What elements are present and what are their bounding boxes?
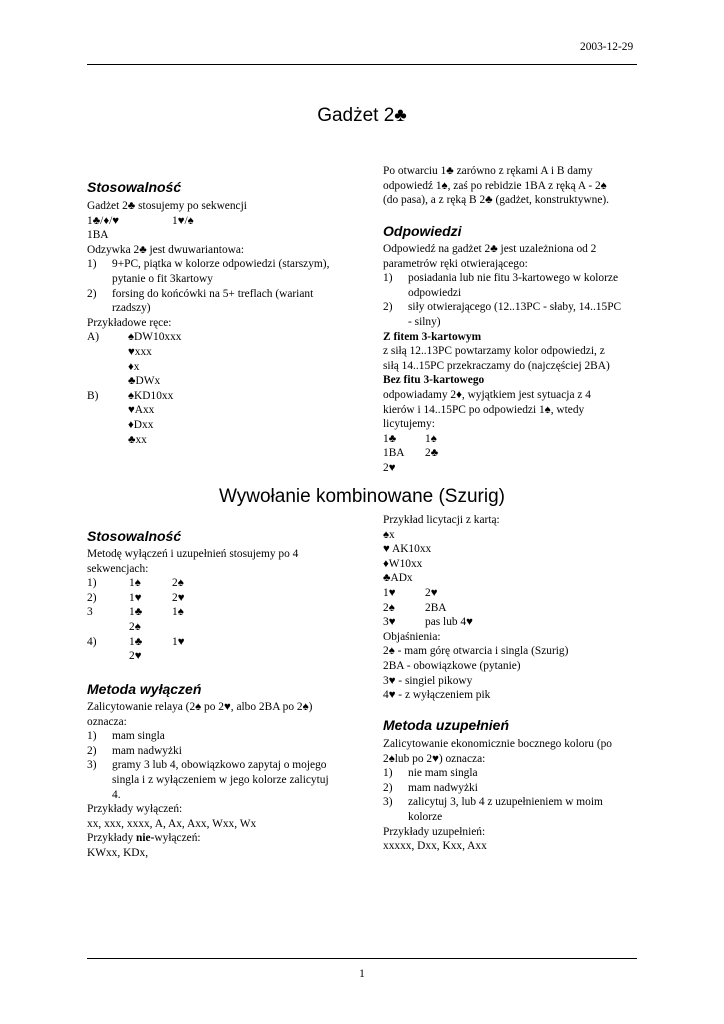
sequence-row: 2) 1♥ 2♥ xyxy=(87,591,185,604)
document-date: 2003-12-29 xyxy=(580,41,634,53)
bid-row: 2♥ xyxy=(383,461,396,474)
heading-applicability: Stosowalność xyxy=(87,179,182,195)
list-item: 3) zalicytuj 3, lub 4 z uzupełnieniem w moim kolorze xyxy=(383,796,603,823)
list-item: 3) gramy 3 lub 4, obowiązkowo zapytaj o mojego singla i z wyłączeniem w jego kolorze zalicytuj 4. xyxy=(87,759,329,801)
right-column-1: Po otwarciu 1♣ zarówno z rękami A i B damy odpowiedź 1♠, zaś po rebidzie 1BA z ręką A - 2♠ (do pasa), a z ręką B 2♣ (gadżet, konstruktywne). xyxy=(383,165,610,207)
section-title-szurig: Wywołanie kombinowane (Szurig) xyxy=(218,486,505,507)
list-item: 1) nie mam singla xyxy=(383,767,478,780)
left-column-2: Metodę wyłączeń i uzupełnień stosujemy po 4 sekwencjach: 1) 1♠ 2♠ 2) 1♥ 2♥ 3 1♣ 1♠ 2♠ 4) 1♣ 1♥ 2♥ xyxy=(87,547,357,664)
sequence-row: 1) 1♠ 2♠ xyxy=(87,577,184,590)
subheading-with-fit: Z fitem 3-kartowym xyxy=(383,330,482,343)
heading-supplement-method: Metoda uzupełnień xyxy=(383,717,509,733)
bid-row: 2♠ 2BA xyxy=(383,601,447,614)
list-item: 2) forsing do końcówki na 5+ treflach (wariant rzadszy) xyxy=(87,287,314,315)
page-number: 1 xyxy=(359,968,365,980)
left-column-2-exclusion: Zalicytowanie relaya (2♠ po 2♥, albo 2BA po 2♠) oznacza: 1) mam singla 2) mam nadwyżki 3) gramy 3 lub 4, obowiązkowo zapytaj o mojego singla i z wyłączeniem w jego kolorze zalicytuj 4. Przykłady wyłączeń: xx, xxx, xxxx, A, Ax, Axx, Wxx, Wx Przykłady nie-wyłączeń: KWxx, KDx, xyxy=(87,700,357,861)
paragraph: Przykładowe ręce: xyxy=(87,316,172,329)
section-title-gadget: Gadżet 2♣ xyxy=(317,105,407,126)
sequence-row-cont: 2♥ xyxy=(129,650,142,663)
hand-example-b: B) ♠KD10xx ♥Axx ♦Dxx ♣xx xyxy=(87,389,174,446)
list-item: 2) mam nadwyżki xyxy=(383,781,478,794)
bid-row: 1BA 2♣ xyxy=(383,447,439,460)
bid-row: 1♥ 2♥ xyxy=(383,586,438,599)
sequence-row-cont: 2♠ xyxy=(129,620,141,633)
bid-row: 1♣ 1♠ xyxy=(383,432,437,445)
sequence-row: 3 1♣ 1♠ xyxy=(87,606,184,619)
bid-row: 3♥ pas lub 4♥ xyxy=(383,616,473,629)
right-column-1-responses: Odpowiedź na gadżet 2♣ jest uzależniona od 2 parametrów ręki otwierającego: 1) posiadania lub nie fitu 3-kartowego w kolorze odpowiedzi 2) siły otwierającego (12..13PC - słaby, 14..15PC - silny) Z fitem 3-kartowym z siłą 12..13PC powtarzamy kolor odpowiedzi, z siłą 14..15PC przekraczamy do (najczęściej 2BA) Bez fitu 3-kartowego odpowiadamy 2♦, wyjątkiem jest sytuacja z 4 kierów i 14..15PC po odpowiedzi 1♠, wtedy licytujemy: 1♣ 1♠ 1BA 2♣ 2♥ xyxy=(383,242,643,476)
heading-responses: Odpowiedzi xyxy=(383,223,462,239)
paragraph-non-exclusion: Przykłady nie-wyłączeń: xyxy=(87,832,201,845)
sequence-line: 1BA xyxy=(87,229,109,242)
list-item: 1) posiadania lub nie fitu 3-kartowego w kolorze odpowiedzi xyxy=(383,272,619,299)
paragraph: Odzywka 2♣ jest dwuwariantowa: xyxy=(87,243,245,256)
left-column-1 xyxy=(87,199,357,447)
sequence-row: 4) 1♣ 1♥ xyxy=(87,635,185,648)
paragraph: Gadżet 2♣ stosujemy po sekwencji xyxy=(87,200,247,212)
right-column-2: Przykład licytacji z kartą: ♠x ♥ AK10xx ♦W10xx ♣ADx 1♥ 2♥ 2♠ 2BA 3♥ pas lub 4♥ Objaśnienia: 2♠ - mam górę otwarcia i singla (Szurig) 2BA - obowiązkowe (pytanie) 3♥ - singiel pikowy 4♥ - z wyłączeniem pik xyxy=(383,513,643,703)
right-column-2-supplement: Zalicytowanie ekonomicznie bocznego koloru (po 2♠lub po 2♥) oznacza: 1) nie mam singla 2) mam nadwyżki 3) zalicytuj 3, lub 4 z uzupełnieniem w moim kolorze Przykłady uzupełnień: xxxxx, Dxx, Kxx, Axx xyxy=(383,737,643,854)
heading-exclusion-method: Metoda wyłączeń xyxy=(87,681,202,697)
heading-applicability-2: Stosowalność xyxy=(87,528,182,544)
list-item: 2) siły otwierającego (12..13PC - słaby, 14..15PC - silny) xyxy=(383,301,622,328)
list-item: 1) mam singla xyxy=(87,730,165,743)
list-item: 2) mam nadwyżki xyxy=(87,744,182,757)
hand-example-a: A) ♠DW10xxx ♥xxx ♦x ♣DWx xyxy=(87,331,182,388)
subheading-without-fit: Bez fitu 3-kartowego xyxy=(383,374,485,387)
header-rule xyxy=(87,64,637,65)
footer-rule xyxy=(87,958,637,959)
list-item: 1) 9+PC, piątka w kolorze odpowiedzi (starszym), pytanie o fit 3kartowy xyxy=(87,258,330,285)
sequence-line: 1♣/♦/♥ 1♥/♠ xyxy=(87,214,194,227)
